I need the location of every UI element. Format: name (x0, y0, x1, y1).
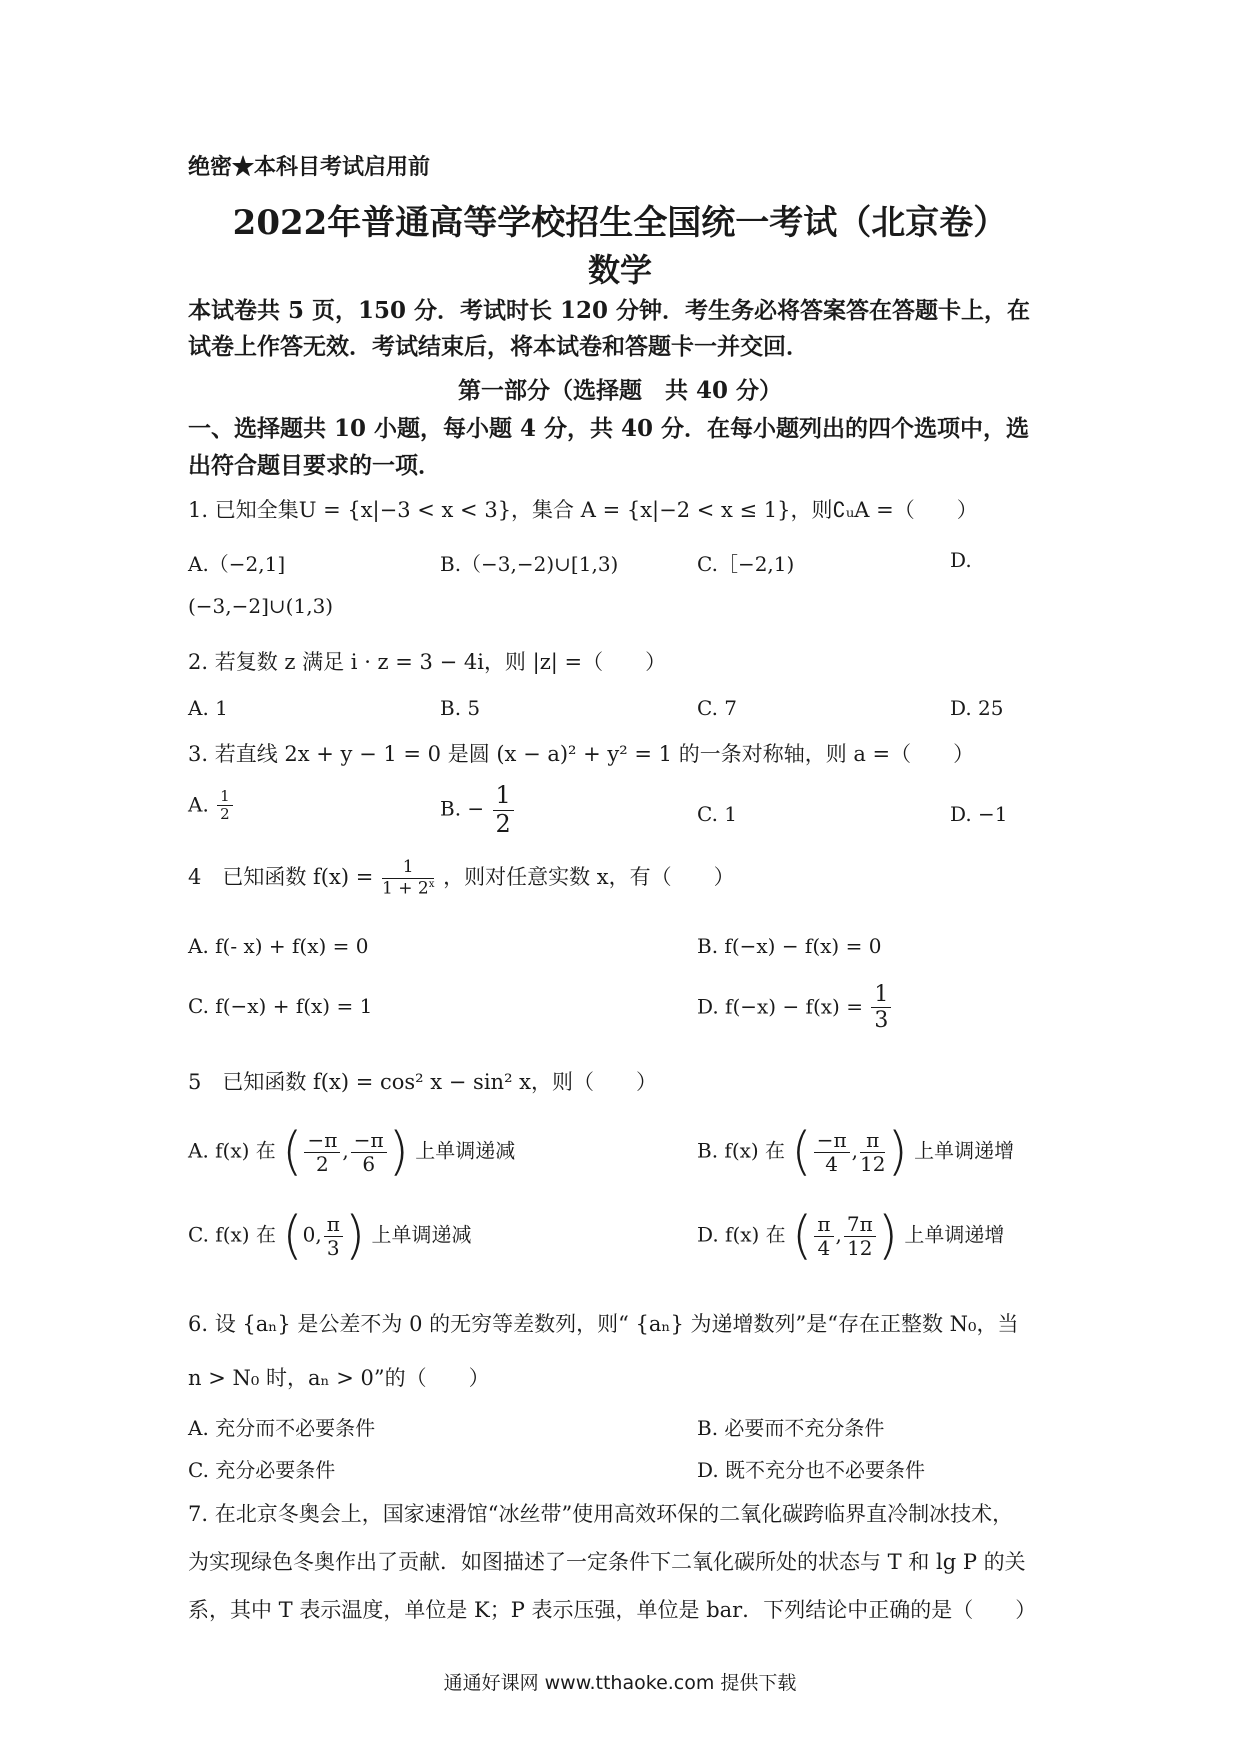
question-5-option-b-post: 上单调递增 (914, 1138, 1015, 1163)
question-1-option-b: B.（−3,−2)∪[1,3) (440, 552, 619, 576)
question-7-line-3: 系，其中 T 表示温度，单位是 K；P 表示压强，单位是 bar．下列结论中正确的是（ ） (188, 1598, 1037, 1622)
question-2-option-a: A. 1 (188, 696, 228, 720)
question-5-option-a-pre: A. f(x) 在 (188, 1138, 276, 1163)
confidential-label: 绝密★本科目考试启用前 (188, 154, 431, 180)
question-5-option-b-pre: B. f(x) 在 (697, 1138, 786, 1163)
question-5-option-d-post: 上单调递增 (904, 1222, 1005, 1247)
subject-title: 数学 (587, 251, 652, 289)
question-1-option-c: C.［−2,1) (697, 552, 795, 576)
question-3-stem: 3. 若直线 2x + y − 1 = 0 是圆 (x − a)² + y² = 1 的一条对称轴，则 a =（ ） (188, 742, 975, 766)
question-6-option-a: A. 充分而不必要条件 (188, 1416, 376, 1440)
download-footer: 通通好课网 www.tthaoke.com 提供下载 (443, 1672, 797, 1694)
question-6-stem-line-1: 6. 设 {aₙ} 是公差不为 0 的无穷等差数列，则“ {aₙ} 为递增数列”是“存在正整数 N₀，当 (188, 1312, 1019, 1336)
question-5-option-c-pre: C. f(x) 在 (188, 1222, 276, 1247)
question-2-option-c: C. 7 (697, 696, 738, 720)
question-3-option-c: C. 1 (697, 802, 738, 826)
option-a-label: A. (188, 792, 209, 817)
fraction-one-over-one-plus-2x: $\frac{1}{1 + 2^x}$ (382, 857, 435, 899)
question-1-option-d: D. (950, 548, 972, 572)
fraction-one-third: $\frac{1}{3}$ (871, 982, 891, 1034)
question-4-option-d (697, 982, 893, 1034)
question-4-option-a: A. f(- x) + f(x) = 0 (188, 934, 369, 958)
question-2-stem: 2. 若复数 z 满足 i · z = 3 − 4i，则 |z| =（ ） (188, 650, 667, 674)
question-5-option-d: D. f(x) 在 ( $\frac{\pi}{4}$ , $\frac{7\pi}{12}$ ) 上单调递增 (697, 1206, 1005, 1266)
question-4-stem (188, 858, 735, 899)
question-6-stem-line-2: n > N₀ 时，aₙ > 0”的（ ） (188, 1366, 490, 1390)
question-4-stem-end: ，则对任意实数 x，有（ ） (443, 864, 735, 889)
part-one-title: 第一部分（选择题 共 40 分） (457, 377, 783, 404)
question-5-option-d-pre: D. f(x) 在 (697, 1222, 786, 1247)
question-6-option-c: C. 充分必要条件 (188, 1458, 336, 1482)
intro-line-1: 本试卷共 5 页，150 分．考试时长 120 分钟．考生务必将答案答在答题卡上，在 (188, 297, 1031, 324)
question-7-line-2: 为实现绿色冬奥作出了贡献．如图描述了一定条件下二氧化碳所处的状态与 T 和 lg P 的关 (188, 1550, 1026, 1574)
question-1-option-d-value: (−3,−2]∪(1,3) (188, 594, 334, 618)
question-4-stem-start: 4 已知函数 f(x) = (188, 864, 374, 889)
question-5-option-a-post: 上单调递减 (415, 1138, 516, 1163)
question-3-option-d: D. −1 (950, 802, 1008, 826)
exam-title: 2022年普通高等学校招生全国统一考试（北京卷） (232, 203, 1008, 243)
question-6-option-b: B. 必要而不充分条件 (697, 1416, 885, 1440)
question-1-stem: 1. 已知全集U = {x|−3 < x < 3}，集合 A = {x|−2 < x ≤ 1}，则∁ᵤA =（ ） (188, 498, 978, 522)
question-6-option-d: D. 既不充分也不必要条件 (697, 1458, 926, 1482)
question-1-option-a: A.（−2,1] (188, 552, 286, 576)
question-5-option-c-post: 上单调递减 (371, 1222, 472, 1247)
question-3-option-a (188, 788, 235, 824)
question-3-option-b (440, 782, 516, 838)
question-4-option-b: B. f(−x) − f(x) = 0 (697, 934, 882, 958)
question-5-option-a: A. f(x) 在 ( $\frac{-\pi}{2}$ , $\frac{-\pi}{6}$ ) 上单调递减 (188, 1122, 516, 1182)
question-5-stem: 5 已知函数 f(x) = cos² x − sin² x，则（ ） (188, 1070, 658, 1094)
question-4-option-d-text: D. f(−x) − f(x) = (697, 994, 863, 1019)
section-one-line-2: 出符合题目要求的一项． (188, 452, 441, 479)
intro-line-2: 试卷上作答无效．考试结束后，将本试卷和答题卡一并交回． (188, 333, 809, 360)
question-7-line-1: 7. 在北京冬奥会上，国家速滑馆“冰丝带”使用高效环保的二氧化碳跨临界直冷制冰技术， (188, 1502, 1014, 1526)
question-5-option-c: C. f(x) 在 (0, $\frac{\pi}{3}$ ) 上单调递减 (188, 1206, 472, 1266)
fraction-one-half-large: $\frac{1}{2}$ (493, 782, 514, 838)
question-5-option-b: B. f(x) 在 ( $\frac{-\pi}{4}$ , $\frac{\pi}{12}$ ) 上单调递增 (697, 1122, 1015, 1182)
fraction-one-half: $\frac{1}{2}$ (217, 788, 233, 824)
question-4-option-c: C. f(−x) + f(x) = 1 (188, 994, 373, 1018)
section-one-line-1: 一、选择题共 10 小题，每小题 4 分，共 40 分．在每小题列出的四个选项中，选 (188, 415, 1030, 442)
option-b-label: B. − (440, 796, 485, 821)
question-2-option-d: D. 25 (950, 696, 1004, 720)
question-2-option-b: B. 5 (440, 696, 481, 720)
